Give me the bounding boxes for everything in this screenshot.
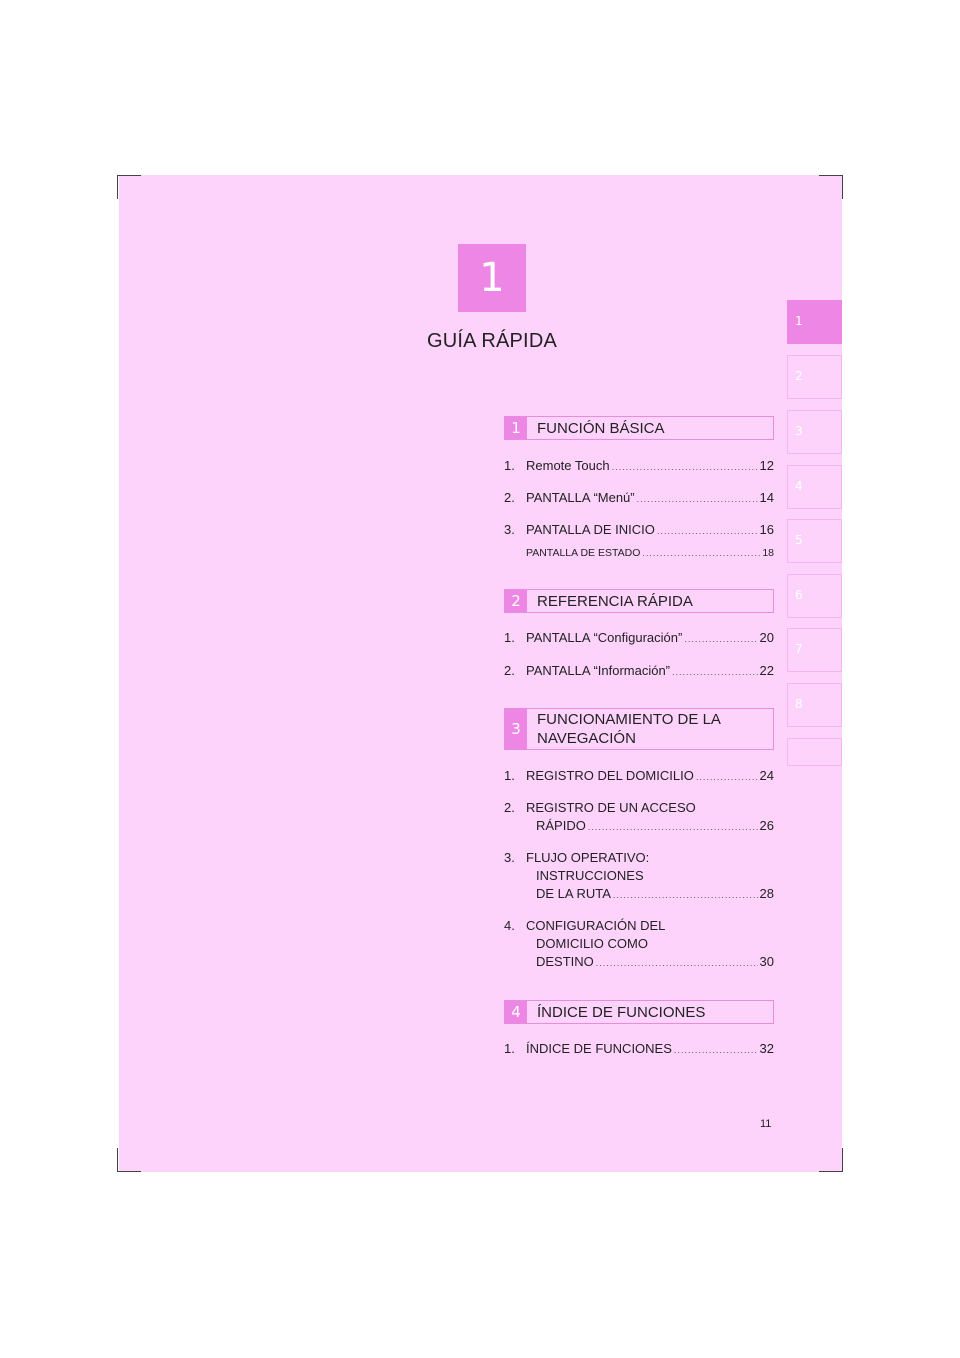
entry-number: 1. <box>504 630 515 645</box>
entry-title: PANTALLA “Menú” <box>526 490 635 505</box>
section-number: 1 <box>505 417 527 439</box>
entry-title: REGISTRO DEL DOMICILIO <box>526 768 694 783</box>
dot-leader <box>612 458 758 476</box>
dot-leader <box>674 1041 758 1059</box>
toc-subentry[interactable] <box>504 544 774 562</box>
dot-leader <box>642 544 760 562</box>
entry-number: 3. <box>504 522 515 537</box>
crop-mark <box>842 175 843 199</box>
section-number: 3 <box>505 709 527 749</box>
toc-entry[interactable] <box>504 799 774 836</box>
entry-page: 22 <box>759 663 774 678</box>
tab-label: 5 <box>795 533 803 547</box>
chapter-tab-blank <box>787 738 842 766</box>
chapter-tab-8[interactable] <box>787 683 842 727</box>
entry-page: 14 <box>759 490 774 505</box>
toc-entry[interactable] <box>504 629 774 648</box>
section-title-line: FUNCIONAMIENTO DE LA <box>537 711 721 728</box>
entry-number: 1. <box>504 1041 515 1056</box>
entry-title: PANTALLA “Configuración” <box>526 630 683 645</box>
entry-number: 1. <box>504 768 515 783</box>
entry-title-cont: DESTINO <box>536 954 594 969</box>
entry-page: 18 <box>762 547 774 559</box>
entry-title: FLUJO OPERATIVO: <box>526 850 650 865</box>
dot-leader <box>596 954 758 972</box>
entry-title: PANTALLA DE INICIO <box>526 522 655 537</box>
toc-entry[interactable] <box>504 767 774 786</box>
dot-leader <box>672 663 758 681</box>
tab-label: 6 <box>795 588 803 602</box>
entry-title: PANTALLA DE ESTADO <box>526 547 641 559</box>
chapter-tab-2[interactable] <box>787 355 842 399</box>
crop-mark <box>117 175 141 176</box>
entry-title-cont: DOMICILIO COMO <box>536 936 648 951</box>
page-number: 11 <box>760 1118 772 1130</box>
tab-label: 2 <box>795 369 803 383</box>
chapter-number-badge <box>458 244 526 312</box>
entry-number: 1. <box>504 458 515 473</box>
entry-page: 24 <box>759 768 774 783</box>
entry-number: 2. <box>504 490 515 505</box>
chapter-tab-7[interactable] <box>787 628 842 672</box>
dot-leader <box>613 886 758 904</box>
entry-page: 12 <box>759 458 774 473</box>
entry-number: 2. <box>504 800 515 815</box>
entry-title-cont: INSTRUCCIONES <box>536 868 644 883</box>
dot-leader <box>637 490 758 508</box>
tab-label: 7 <box>795 642 803 656</box>
entry-page: 20 <box>759 630 774 645</box>
chapter-number: 1 <box>479 255 505 301</box>
tab-label: 4 <box>795 479 803 493</box>
toc-entry[interactable] <box>504 1040 774 1059</box>
tab-label: 3 <box>795 424 803 438</box>
entry-page: 28 <box>759 886 774 901</box>
entry-page: 30 <box>759 954 774 969</box>
section-title: FUNCIÓN BÁSICA <box>537 419 665 437</box>
toc-entry[interactable] <box>504 662 774 681</box>
crop-mark <box>117 1148 118 1172</box>
chapter-title: GUÍA RÁPIDA <box>426 330 557 352</box>
entry-number: 3. <box>504 850 515 865</box>
entry-page: 16 <box>759 522 774 537</box>
toc-entry[interactable] <box>504 917 774 972</box>
entry-title: Remote Touch <box>526 458 610 473</box>
entry-title-cont: DE LA RUTA <box>536 886 611 901</box>
tab-label: 8 <box>795 697 803 711</box>
entry-number: 4. <box>504 918 515 933</box>
section-title <box>527 709 721 749</box>
toc-entry[interactable] <box>504 521 774 540</box>
entry-page: 32 <box>759 1041 774 1056</box>
crop-mark <box>117 1171 141 1172</box>
entry-title-cont: RÁPIDO <box>536 818 586 833</box>
section-header-1 <box>504 416 774 440</box>
section-title: ÍNDICE DE FUNCIONES <box>537 1003 706 1021</box>
section-header-2 <box>504 589 774 613</box>
chapter-tab-6[interactable] <box>787 574 842 618</box>
crop-mark <box>842 1148 843 1172</box>
chapter-tab-3[interactable] <box>787 410 842 454</box>
chapter-tab-1[interactable] <box>787 300 842 344</box>
entry-title: PANTALLA “Información” <box>526 663 671 678</box>
dot-leader <box>657 522 758 540</box>
dot-leader <box>696 768 758 786</box>
tab-label: 1 <box>795 314 803 328</box>
crop-mark <box>819 175 843 176</box>
toc-entry[interactable] <box>504 457 774 476</box>
entry-title: CONFIGURACIÓN DEL <box>526 918 666 933</box>
entry-page: 26 <box>759 818 774 833</box>
entry-title: REGISTRO DE UN ACCESO <box>526 800 696 815</box>
section-number: 2 <box>505 590 527 612</box>
toc-entry[interactable] <box>504 489 774 508</box>
dot-leader <box>588 818 758 836</box>
crop-mark <box>117 175 118 199</box>
entry-title: ÍNDICE DE FUNCIONES <box>526 1041 672 1056</box>
toc-entry[interactable] <box>504 849 774 904</box>
entry-number: 2. <box>504 663 515 678</box>
crop-mark <box>819 1171 843 1172</box>
section-number: 4 <box>505 1001 527 1023</box>
dot-leader <box>684 630 757 648</box>
chapter-tab-5[interactable] <box>787 519 842 563</box>
section-title-line: NAVEGACIÓN <box>537 730 636 747</box>
chapter-tab-4[interactable] <box>787 465 842 509</box>
section-header-4 <box>504 1000 774 1024</box>
section-header-3 <box>504 708 774 750</box>
section-title: REFERENCIA RÁPIDA <box>537 592 693 610</box>
